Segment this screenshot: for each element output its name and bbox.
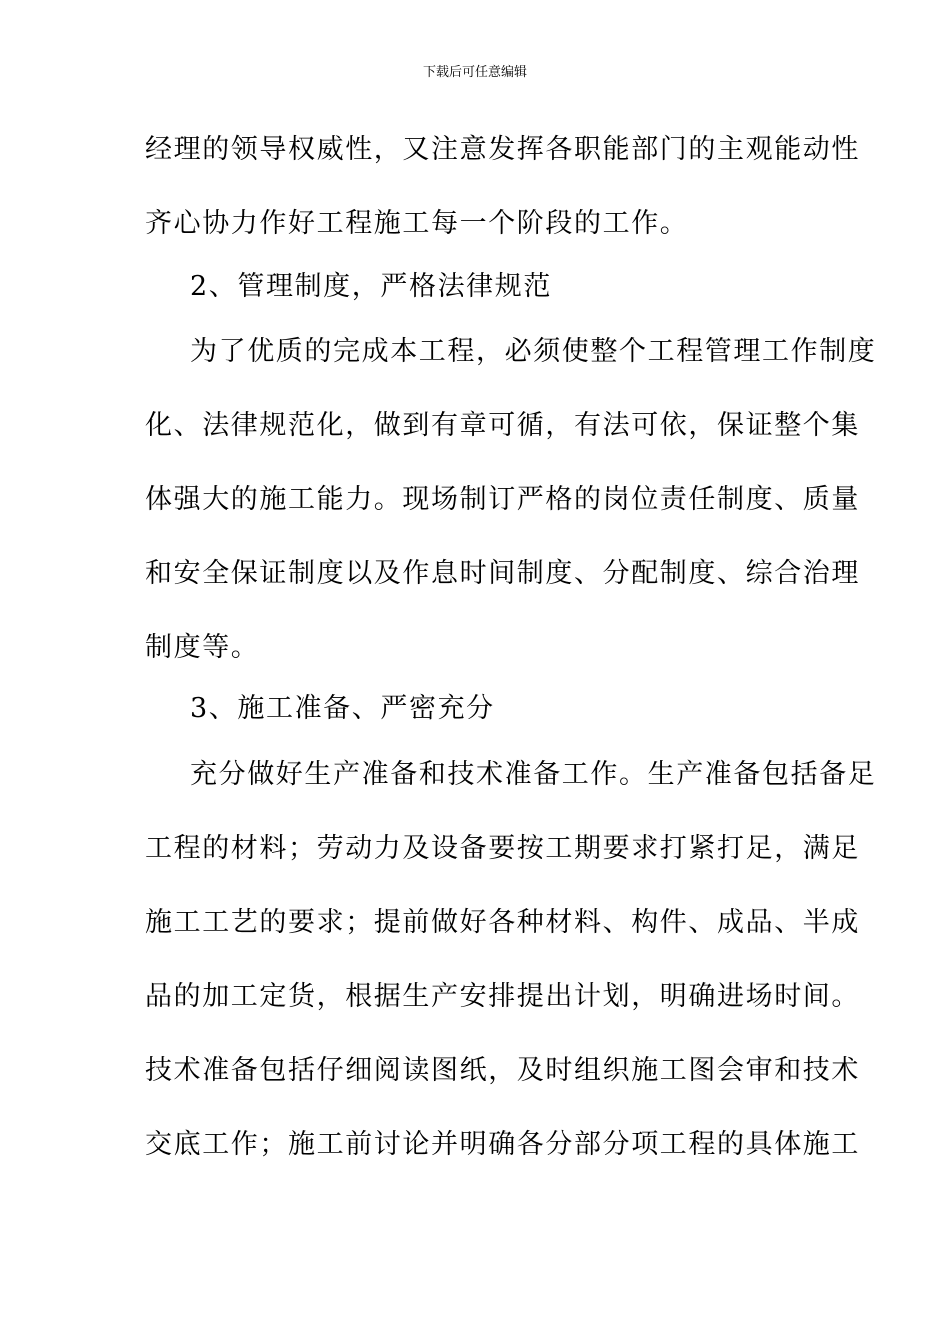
body-line-12: 施工工艺的要求；提前做好各种材料、构件、成品、半成: [145, 907, 860, 938]
body-line-13: 品的加工定货，根据生产安排提出计划，明确进场时间。: [145, 981, 860, 1012]
body-line-14: 技术准备包括仔细阅读图纸，及时组织施工图会审和技术: [145, 1055, 860, 1086]
paragraph-first-line: 充分做好生产准备和技术准备工作。生产准备包括备足: [190, 759, 877, 790]
body-line-7: 和安全保证制度以及作息时间制度、分配制度、综合治理: [145, 558, 860, 589]
body-line-8: 制度等。: [145, 632, 260, 663]
body-line-5: 化、法律规范化，做到有章可循，有法可依，保证整个集: [145, 410, 860, 441]
section-heading-3: 3、施工准备、严密充分: [190, 693, 495, 724]
body-line-6: 体强大的施工能力。现场制订严格的岗位责任制度、质量: [145, 484, 860, 515]
body-line-1: 经理的领导权威性，又注意发挥各职能部门的主观能动性: [145, 134, 860, 165]
section-heading-2: 2、管理制度，严格法律规范: [190, 271, 552, 302]
page-header: 下载后可任意编辑: [422, 65, 527, 80]
body-line-15: 交底工作；施工前讨论并明确各分部分项工程的具体施工: [145, 1129, 860, 1160]
body-line-11: 工程的材料；劳动力及设备要按工期要求打紧打足，满足: [145, 833, 860, 864]
paragraph-first-line: 为了优质的完成本工程，必须使整个工程管理工作制度: [190, 336, 877, 367]
body-line-2: 齐心协力作好工程施工每一个阶段的工作。: [145, 208, 689, 239]
